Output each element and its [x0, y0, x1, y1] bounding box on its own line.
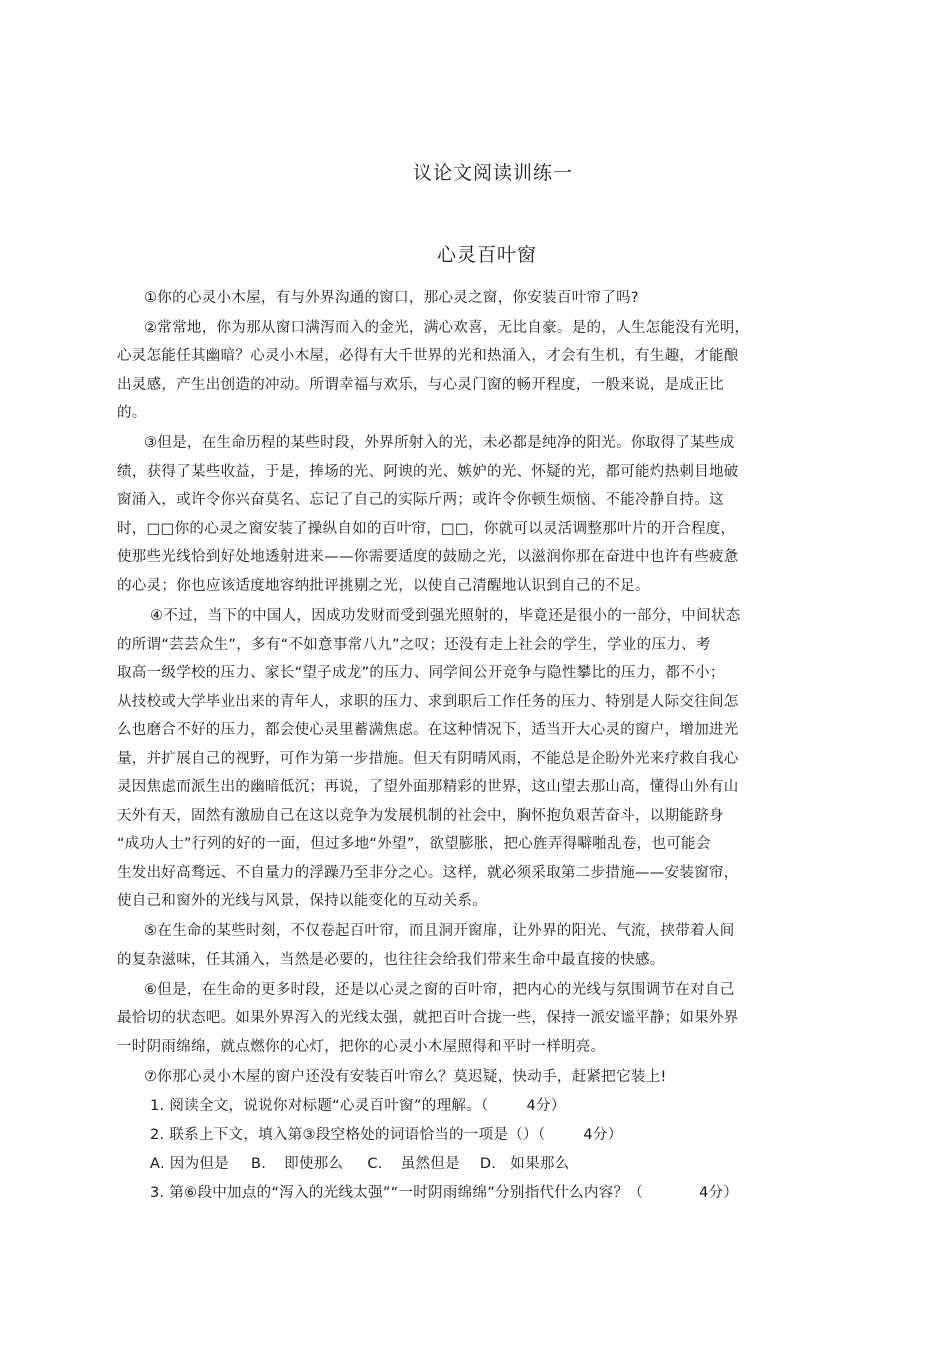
document-title: 议论文阅读训练一 [412, 162, 573, 184]
option-c-text: 虽然但是 [400, 1156, 460, 1172]
paragraph-6-line-1: ⑥但是，在生命的更多时段，还是以心灵之窗的百叶帘，把内心的光线与氛围调节在对自己 [144, 982, 735, 998]
question-2 [150, 1125, 623, 1145]
paragraph-4-line-6: 量，并扩展自己的视野，可作为第一步措施。但天有阴晴风雨，不能总是企盼外光来疗救自我心 [117, 751, 739, 767]
question-3 [150, 1183, 738, 1203]
question-2-text: 2. 联系上下文，填入第③段空格处的词语恰当的一项是（）（ [150, 1127, 546, 1143]
paragraph-4-line-2: 的所谓“芸芸众生”，多有“不如意事常八九”之叹；还没有走上社会的学生，学业的压力、考 [117, 637, 711, 653]
option-b-text: 即使那么 [284, 1156, 344, 1172]
paragraph-3-line-4: 时，□□你的心灵之窗安装了操纵自如的百叶帘，□□，你就可以灵活调整那叶片的开合程度， [117, 521, 736, 537]
paragraph-5-line-1: ⑤在生命的某些时刻，不仅卷起百叶帘，而且洞开窗扉，让外界的阳光、气流，挟带着人间 [144, 923, 735, 939]
paragraph-3-line-6: 的心灵；你也应该适度地容纳批评挑剔之光，以使自己清醒地认识到自己的不足。 [117, 578, 650, 594]
paragraph-3-line-5: 使那些光线恰到好处地透射进来——你需要适度的鼓励之光，以滋润你那在奋进中也许有些疲惫 [117, 549, 739, 565]
question-3-text: 3. 第⑥段中加点的“泻入的光线太强”“一时阴雨绵绵”分别指代什么内容？（ [150, 1185, 644, 1201]
paragraph-2-line-4: 的。 [117, 405, 147, 421]
option-d-text: 如果那么 [510, 1156, 570, 1172]
paragraph-1-line-1: ①你的心灵小木屋，有与外界沟通的窗口，那心灵之窗，你安装百叶帘了吗? [144, 290, 639, 306]
question-1-score: 4分） [526, 1098, 566, 1114]
paragraph-4-line-4: 从技校或大学毕业出来的青年人，求职的压力、求到职后工作任务的压力、特别是人际交往间怎 [117, 694, 739, 710]
option-a: A. 因为但是 [150, 1156, 229, 1172]
question-3-score: 4分） [699, 1185, 739, 1201]
paragraph-4-line-11: 使自己和窗外的光线与风景，保持以能变化的互动关系。 [117, 893, 487, 909]
question-2-options [150, 1154, 569, 1174]
question-1 [150, 1096, 566, 1116]
option-c-letter: C. [367, 1156, 383, 1172]
paragraph-4-line-1: ④不过，当下的中国人，因成功发财而受到强光照射的，毕竟还是很小的一部分，中间状态 [150, 608, 741, 624]
paragraph-7-line-1: ⑦你那心灵小木屋的窗户还没有安装百叶帘么？莫迟疑，快动手，赶紧把它装上! [144, 1069, 667, 1085]
paragraph-3-line-2: 绩，获得了某些收益，于是，捧场的光、阿谀的光、嫉妒的光、怀疑的光，都可能灼热刺目地破 [117, 464, 739, 480]
paragraph-4-line-8: 天外有天，固然有激励自己在这以竞争为发展机制的社会中，胸怀抱负艰苦奋斗，以期能跻身 [117, 808, 724, 824]
paragraph-2-line-2: 心灵怎能任其幽暗？心灵小木屋，必得有大千世界的光和热涌入，才会有生机，有生趣，才能酿 [117, 348, 739, 364]
paragraph-2-line-1: ②常常地，你为那从窗口满泻而入的金光，满心欢喜，无比自豪。是的，人生怎能没有光明， [144, 320, 750, 336]
paragraph-2-line-3: 出灵感，产生出创造的冲动。所谓幸福与欢乐，与心灵门窗的畅开程度，一般来说，是成正比 [117, 377, 724, 393]
paragraph-5-line-2: 的复杂滋味，任其涌入，当然是必要的，也往往会给我们带来生命中最直接的快感。 [117, 952, 665, 968]
question-2-score: 4分） [583, 1127, 623, 1143]
option-b-letter: B. [250, 1156, 267, 1172]
option-d-letter: D. [479, 1156, 497, 1172]
paragraph-3-line-3: 窗涌入，或许令你兴奋莫名、忘记了自己的实际斤两；或许令你顿生烦恼、不能冷静自持。这 [117, 492, 724, 508]
essay-title: 心灵百叶窗 [436, 244, 537, 266]
paragraph-6-line-2: 最恰切的状态吧。如果外界泻入的光线太强，就把百叶合拢一些，保持一派安谧平静；如果外界 [117, 1010, 739, 1026]
paragraph-4-line-9: “成功人士”行列的好的一面，但过多地“外望”，欲望膨胀，把心旌弄得噼啪乱卷，也可能会 [117, 836, 711, 852]
paragraph-4-line-5: 么也磨合不好的压力，都会使心灵里蓄满焦虑。在这种情况下，适当开大心灵的窗户，增加进光 [117, 722, 739, 738]
paragraph-6-line-3: 一时阴雨绵绵，就点燃你的心灯，把你的心灵小木屋照得和平时一样明亮。 [117, 1039, 606, 1055]
paragraph-4-line-7: 灵因焦虑而派生出的幽暗低沉；再说，了望外面那精彩的世界，这山望去那山高，懂得山外有山 [117, 779, 739, 795]
paragraph-4-line-3: 取高一级学校的压力、家长“望子成龙”的压力、同学间公开竞争与隐性攀比的压力，都不小； [117, 665, 725, 681]
paragraph-4-line-10: 生发出好高骛远、不自量力的浮躁乃至非分之心。这样，就必须采取第二步措施——安装窗帘， [117, 865, 739, 881]
question-1-text: 1. 阅读全文，说说你对标题“心灵百叶窗”的理解。（ [150, 1098, 489, 1114]
paragraph-3-line-1: ③但是，在生命历程的某些时段，外界所射入的光，未必都是纯净的阳光。你取得了某些成 [144, 435, 735, 451]
